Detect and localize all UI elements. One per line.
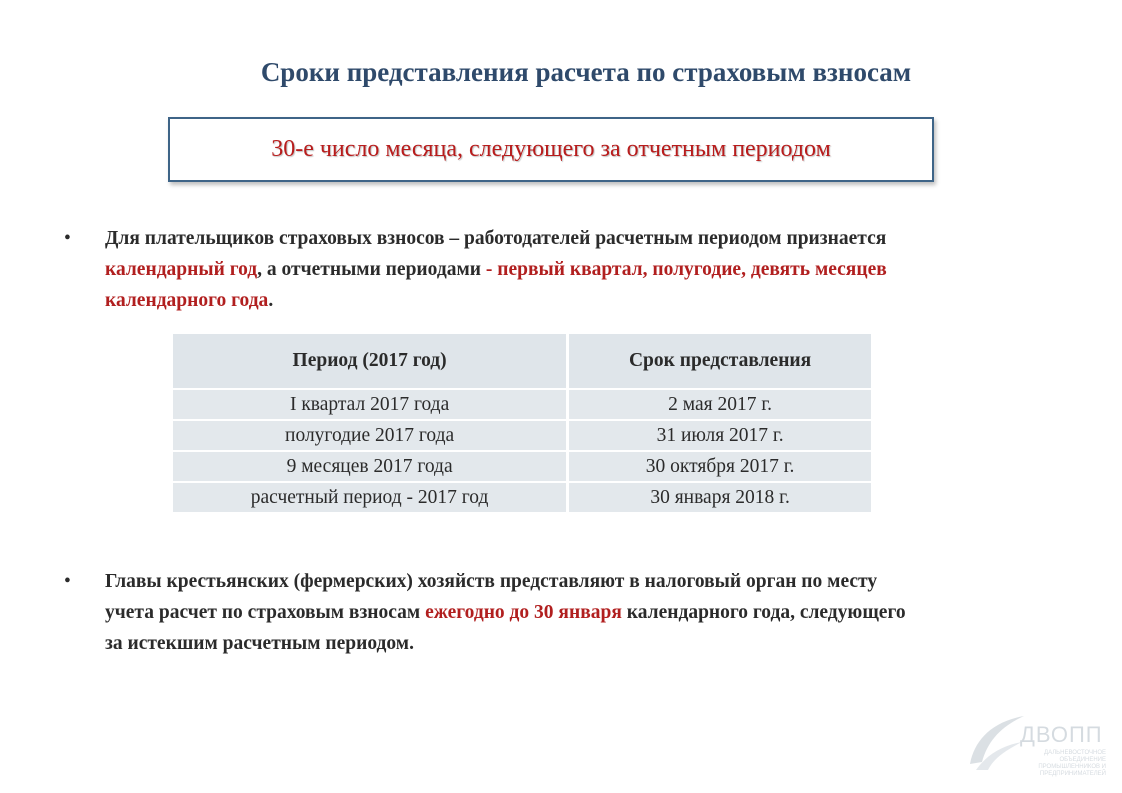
deadline-text: 30-е число месяца, следующего за отчетным периодом: [271, 136, 831, 162]
bullet-text: [105, 566, 924, 659]
organization-logo: [966, 712, 1106, 777]
page-title: Сроки представления расчета по страховым взносам: [260, 57, 912, 87]
table-row: [173, 482, 871, 513]
bullet-text-part: , а отчетными периодами: [257, 259, 486, 280]
column-header-deadline: Срок представления: [568, 334, 871, 389]
period-cell: полугодие 2017 года: [173, 420, 568, 451]
deadline-cell: 2 мая 2017 г.: [568, 389, 871, 420]
bullet-text-part: Для плательщиков страховых взносов – работодателей расчетным периодом признается: [105, 228, 887, 249]
deadline-box: [168, 117, 934, 182]
highlight-calendar-year: календарный год: [105, 259, 258, 280]
bullet-text-part: Главы крестьянских (фермерских) хозяйств представляют в налоговый орган по месту учета расчет по страховым взносам: [105, 571, 878, 623]
deadline-cell: 30 октября 2017 г.: [568, 451, 871, 482]
bullet-payers-periods: [64, 223, 924, 316]
bullet-marker: •: [64, 228, 71, 249]
bullet-text-part: .: [268, 290, 274, 311]
bullet-marker: •: [64, 571, 71, 592]
deadlines-table: [173, 334, 871, 514]
bullet-text-part: календарного года, следующего за истекшим расчетным периодом.: [105, 602, 906, 654]
deadline-cell: 31 июля 2017 г.: [568, 420, 871, 451]
period-cell: расчетный период - 2017 год: [173, 482, 568, 513]
table-row: [173, 420, 871, 451]
column-header-period: Период (2017 год): [173, 334, 568, 389]
table-row: [173, 389, 871, 420]
period-cell: 9 месяцев 2017 года: [173, 451, 568, 482]
highlight-annual-deadline: ежегодно до 30 января: [425, 602, 622, 623]
table-header-row: [173, 334, 871, 389]
period-cell: I квартал 2017 года: [173, 389, 568, 420]
deadline-cell: 30 января 2018 г.: [568, 482, 871, 513]
logo-subtitle: ДАЛЬНЕВОСТОЧНОЕ ОБЪЕДИНЕНИЕ ПРОМЫШЛЕННИКОВ И ПРЕДПРИНИМАТЕЛЕЙ: [1038, 750, 1106, 777]
bullet-farm-heads: [64, 566, 924, 659]
table-row: [173, 451, 871, 482]
logo-name: ДВОПП: [1020, 722, 1103, 747]
highlight-reporting-periods: - первый квартал, полугодие, девять месяцев календарного года: [105, 259, 887, 311]
bullet-text: [105, 223, 924, 316]
